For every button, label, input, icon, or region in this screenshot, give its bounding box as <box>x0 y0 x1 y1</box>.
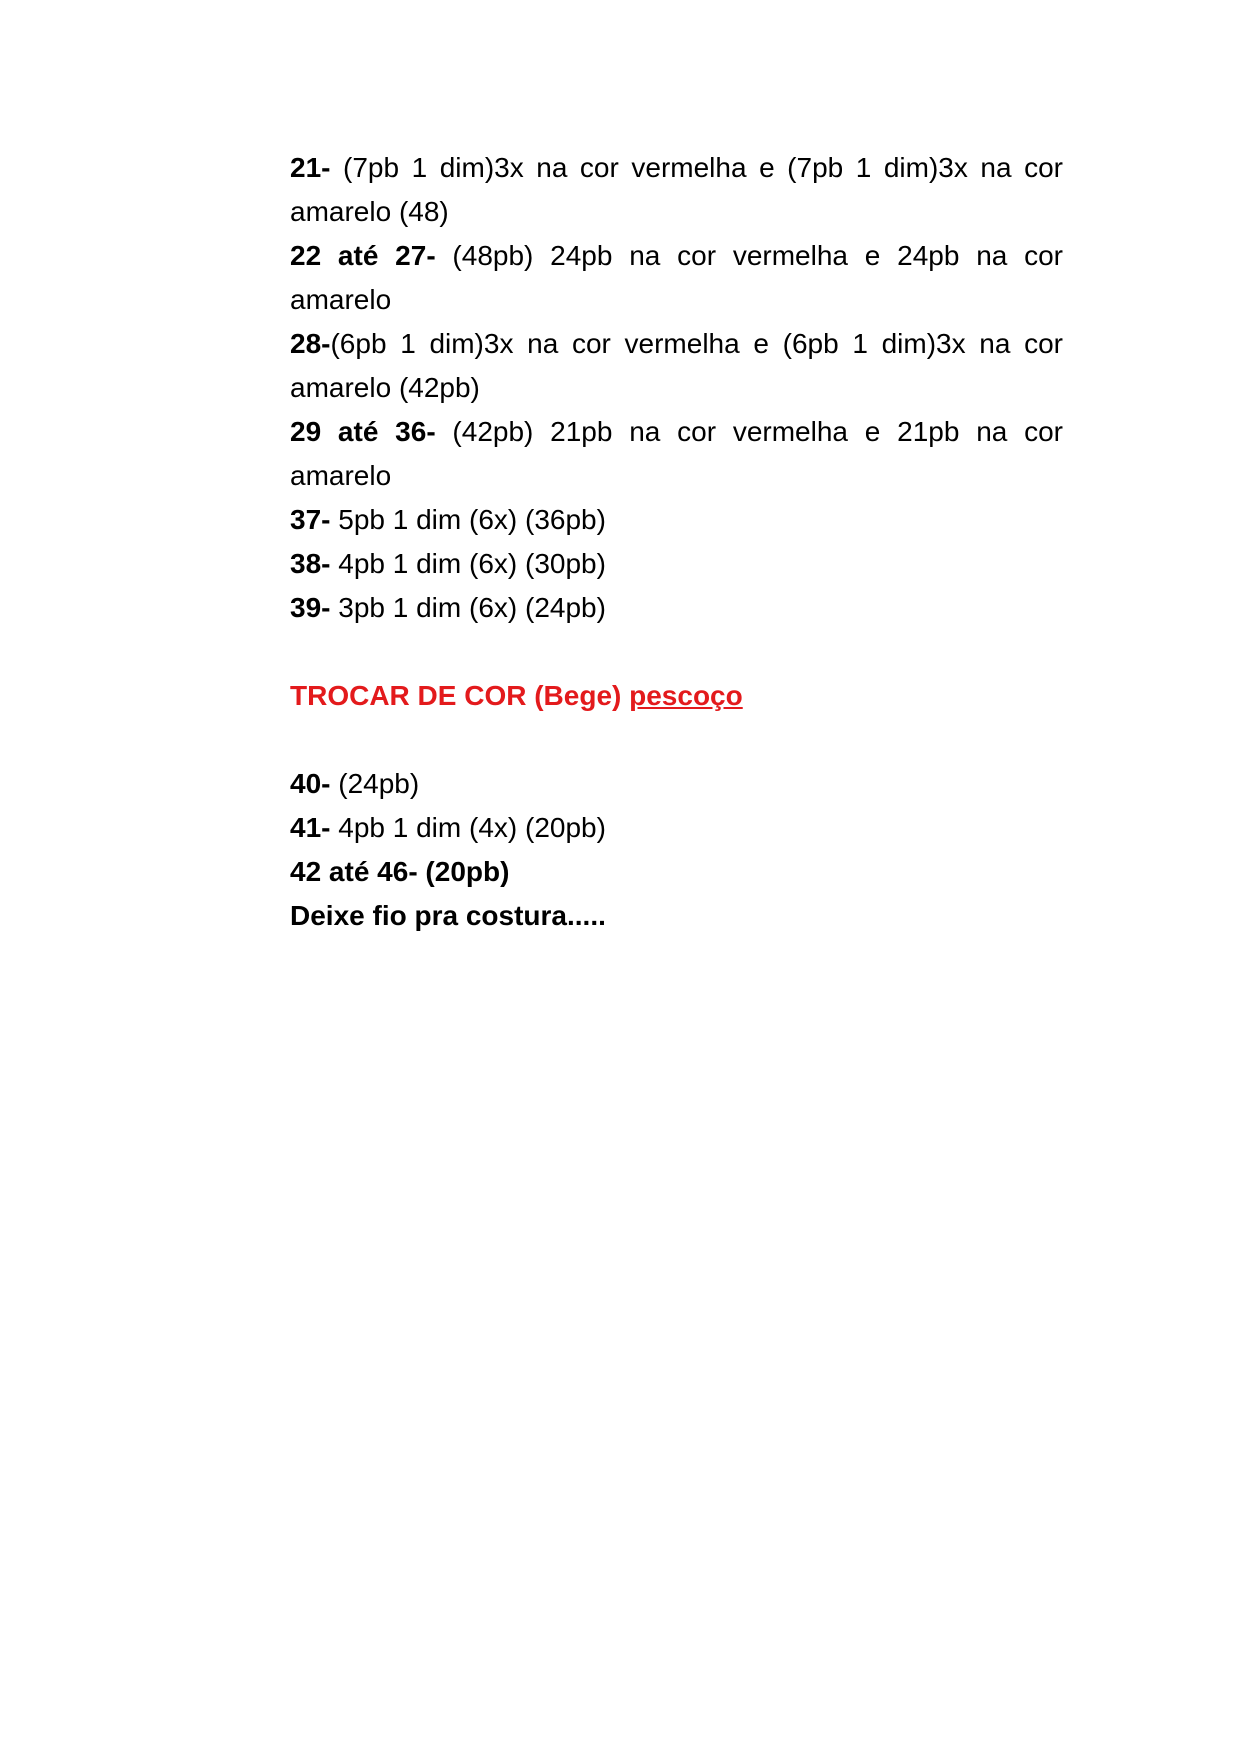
row-37 <box>290 498 1063 542</box>
blank-line <box>290 718 1063 762</box>
row-38 <box>290 542 1063 586</box>
section-heading-underlined: pescoço <box>629 680 743 711</box>
row-28 <box>290 322 1063 410</box>
closing-note: Deixe fio pra costura..... <box>290 900 606 931</box>
row-text: (7pb 1 dim)3x na cor vermelha e (7pb 1 dim)3x na cor amarelo (48) <box>290 152 1063 227</box>
row-text: (42pb) 21pb na cor vermelha e 21pb na cor amarelo <box>290 416 1064 491</box>
row-number: 38- <box>290 548 331 579</box>
row-41 <box>290 806 1063 850</box>
row-40 <box>290 762 1063 806</box>
document-content <box>290 146 1063 938</box>
row-22-27 <box>290 234 1063 322</box>
row-number: 39- <box>290 592 331 623</box>
section-heading <box>290 674 1063 718</box>
row-number: 22 até 27- <box>290 240 436 271</box>
row-text: (6pb 1 dim)3x na cor vermelha e (6pb 1 dim)3x na cor amarelo (42pb) <box>290 328 1063 403</box>
row-number: 29 até 36- <box>290 416 436 447</box>
row-number: 28- <box>290 328 331 359</box>
row-29-36 <box>290 410 1063 498</box>
row-21 <box>290 146 1063 234</box>
row-number: 40- <box>290 768 331 799</box>
row-number: 21- <box>290 152 331 183</box>
row-39 <box>290 586 1063 630</box>
row-text: (24pb) <box>330 768 420 799</box>
row-42-46: 42 até 46- (20pb) <box>290 856 510 887</box>
row-text: 5pb 1 dim (6x) (36pb) <box>330 504 606 535</box>
blank-line <box>290 630 1063 674</box>
row-number: 41- <box>290 812 331 843</box>
row-number: 37- <box>290 504 331 535</box>
row-text: 4pb 1 dim (4x) (20pb) <box>330 812 606 843</box>
row-text: 4pb 1 dim (6x) (30pb) <box>330 548 606 579</box>
section-heading-text: TROCAR DE COR (Bege) <box>290 680 630 711</box>
row-text: (48pb) 24pb na cor vermelha e 24pb na cor amarelo <box>290 240 1064 315</box>
row-text: 3pb 1 dim (6x) (24pb) <box>330 592 606 623</box>
